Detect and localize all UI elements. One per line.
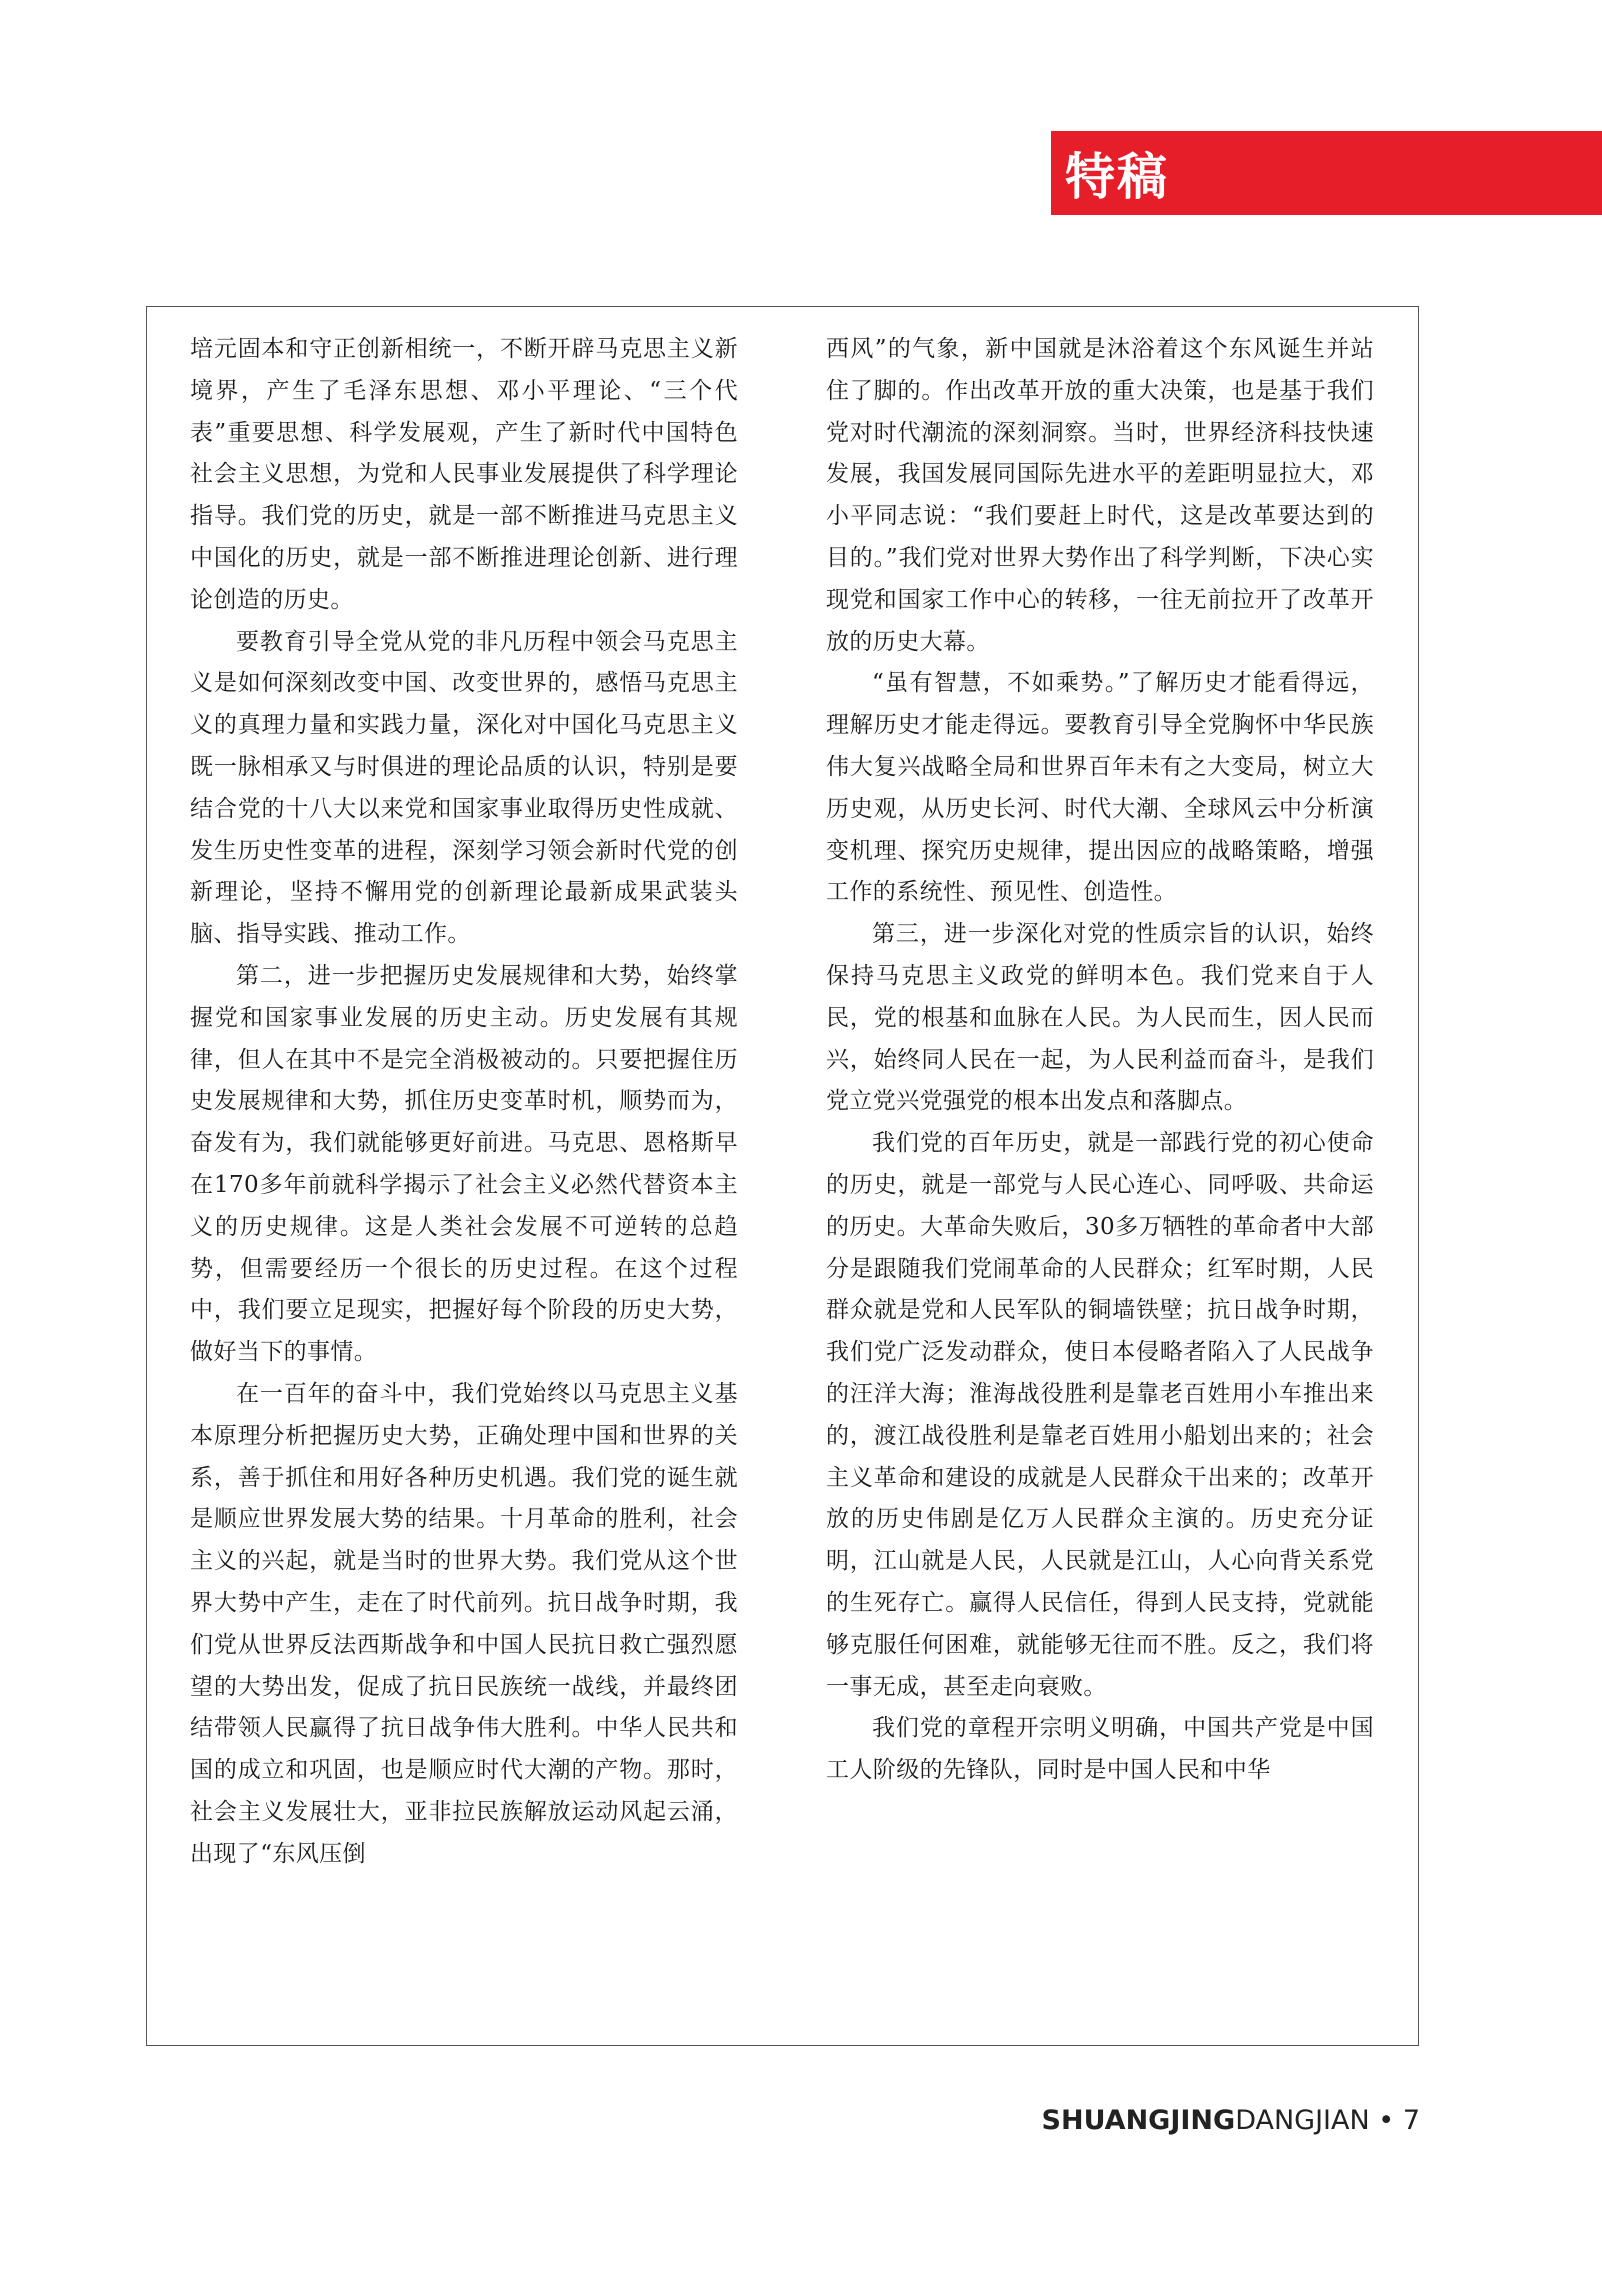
paragraph: 在一百年的奋斗中，我们党始终以马克思主义基本原理分析把握历史大势，正确处理中国和世界的关系，善于抓住和用好各种历史机遇。我们党的诞生就是顺应世界发展大势的结果。十月革命的胜利，社会主义的兴起，就是当时的世界大势。我们党从这个世界大势中产生，走在了时代前列。抗日战争时期，我们党从世界反法西斯战争和中国人民抗日救亡强烈愿望的大势出发，促成了抗日民族统一战线，并最终团结带领人民赢得了抗日战争伟大胜利。中华人民共和国的成立和巩固，也是顺应时代大潮的产物。那时，社会主义发展壮大，亚非拉民族解放运动风起云涌，出现了“东风压倒	[190, 1380, 738, 1867]
paragraph: 我们党的章程开宗明义明确，中国共产党是中国工人阶级的先锋队，同时是中国人民和中华	[826, 1715, 1374, 1784]
brand-name-bold: SHUANGJING	[1041, 2105, 1236, 2136]
paragraph: “虽有智慧，不如乘势。”了解历史才能看得远，理解历史才能走得远。要教育引导全党胸怀中华民族伟大复兴战略全局和世界百年未有之大变局，树立大历史观，从历史长河、时代大潮、全球风云中分析演变机理、探究历史规律，提出因应的战略策略，增强工作的系统性、预见性、创造性。	[826, 670, 1374, 906]
paragraph: 西风”的气象，新中国就是沐浴着这个东风诞生并站住了脚的。作出改革开放的重大决策，也是基于我们党对时代潮流的深刻洞察。当时，世界经济科技快速发展，我国发展同国际先进水平的差距明显拉大，邓小平同志说：“我们要赶上时代，这是改革要达到的目的。”我们党对世界大势作出了科学判断，下决心实现党和国家工作中心的转移，一往无前拉开了改革开放的历史大幕。	[826, 336, 1374, 655]
page-footer	[1042, 2105, 1420, 2136]
paragraph: 要教育引导全党从党的非凡历程中领会马克思主义是如何深刻改变中国、改变世界的，感悟马克思主义的真理力量和实践力量，深化对中国化马克思主义既一脉相承又与时俱进的理论品质的认识，特别是要结合党的十八大以来党和国家事业取得历史性成就、发生历史性变革的进程，深刻学习领会新时代党的创新理论，坚持不懈用党的创新理论最新成果武装头脑、指导实践、推动工作。	[190, 628, 738, 948]
footer-separator: •	[1378, 2105, 1395, 2136]
section-label: 特稿	[1065, 148, 1169, 206]
brand-name-light: DANGJIAN	[1235, 2105, 1370, 2136]
page-number: 7	[1402, 2105, 1420, 2136]
section-tag	[1051, 131, 1602, 215]
article-column-right	[826, 329, 1374, 1792]
paragraph: 我们党的百年历史，就是一部践行党的初心使命的历史，就是一部党与人民心连心、同呼吸、共命运的历史。大革命失败后，30多万牺牲的革命者中大部分是跟随我们党闹革命的人民群众；红军时期，人民群众就是党和人民军队的铜墙铁壁；抗日战争时期，我们党广泛发动群众，使日本侵略者陷入了人民战争的汪洋大海；淮海战役胜利是靠老百姓用小车推出来的，渡江战役胜利是靠老百姓用小船划出来的；社会主义革命和建设的成就是人民群众干出来的；改革开放的历史伟剧是亿万人民群众主演的。历史充分证明，江山就是人民，人民就是江山，人心向背关系党的生死存亡。赢得人民信任，得到人民支持，党就能够克服任何困难，就能够无往而不胜。反之，我们将一事无成，甚至走向衰败。	[826, 1130, 1374, 1700]
paragraph: 培元固本和守正创新相统一，不断开辟马克思主义新境界，产生了毛泽东思想、邓小平理论、“三个代表”重要思想、科学发展观，产生了新时代中国特色社会主义思想，为党和人民事业发展提供了科学理论指导。我们党的历史，就是一部不断推进马克思主义中国化的历史，就是一部不断推进理论创新、进行理论创造的历史。	[190, 336, 738, 613]
paragraph: 第二，进一步把握历史发展规律和大势，始终掌握党和国家事业发展的历史主动。历史发展有其规律，但人在其中不是完全消极被动的。只要把握住历史发展规律和大势，抓住历史变革时机，顺势而为，奋发有为，我们就能够更好前进。马克思、恩格斯早在170多年前就科学揭示了社会主义必然代替资本主义的历史规律。这是人类社会发展不可逆转的总趋势，但需要经历一个很长的历史过程。在这个过程中，我们要立足现实，把握好每个阶段的历史大势，做好当下的事情。	[190, 962, 738, 1366]
article-column-left	[190, 329, 738, 1875]
paragraph: 第三，进一步深化对党的性质宗旨的认识，始终保持马克思主义政党的鲜明本色。我们党来自于人民，党的根基和血脉在人民。为人民而生，因人民而兴，始终同人民在一起，为人民利益而奋斗，是我们党立党兴党强党的根本出发点和落脚点。	[826, 921, 1374, 1115]
